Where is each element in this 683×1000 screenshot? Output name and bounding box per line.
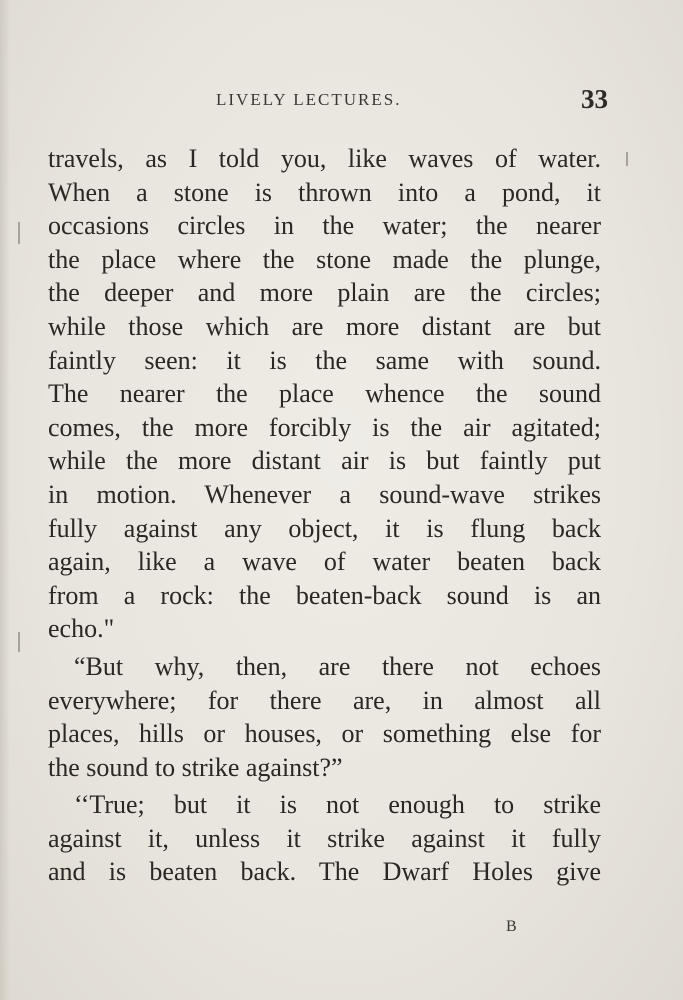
page-header bbox=[48, 84, 608, 118]
text-line: and is beaten back. The Dwarf Holes give bbox=[48, 857, 601, 887]
page-number: 33 bbox=[581, 84, 608, 114]
paragraph bbox=[48, 650, 601, 784]
body-text bbox=[48, 142, 601, 893]
text-line: When a stone is thrown into a pond, it bbox=[48, 177, 601, 207]
text-line: fully against any object, it is flung back bbox=[48, 513, 601, 543]
text-line: the deeper and more plain are the circles; bbox=[48, 278, 601, 308]
margin-mark bbox=[18, 632, 20, 652]
paragraph bbox=[48, 788, 601, 889]
text-line: “But why, then, are there not echoes bbox=[74, 651, 601, 681]
text-line: the place where the stone made the plunge, bbox=[48, 244, 601, 274]
text-line: everywhere; for there are, in almost all bbox=[48, 685, 601, 715]
text-line: in motion. Whenever a sound-wave strikes bbox=[48, 479, 601, 509]
text-line: the sound to strike against?” bbox=[48, 752, 343, 782]
text-line: comes, the more forcibly is the air agitated; bbox=[48, 412, 601, 442]
margin-mark bbox=[626, 152, 628, 166]
text-line: echo." bbox=[48, 614, 115, 644]
text-line: places, hills or houses, or something else for bbox=[48, 719, 601, 749]
text-line: from a rock: the beaten-back sound is an bbox=[48, 580, 601, 610]
text-line: travels, as I told you, like waves of water. bbox=[48, 144, 601, 173]
text-line: faintly seen: it is the same with sound. bbox=[48, 345, 601, 375]
text-line: while the more distant air is but faintly put bbox=[48, 446, 601, 476]
text-line: occasions circles in the water; the nearer bbox=[48, 211, 601, 241]
margin-mark bbox=[18, 222, 20, 244]
running-head: LIVELY LECTURES. bbox=[216, 90, 402, 109]
text-line: The nearer the place whence the sound bbox=[48, 379, 601, 409]
text-line: while those which are more distant are but bbox=[48, 311, 601, 341]
signature-mark: B bbox=[506, 918, 518, 935]
paragraph bbox=[48, 142, 601, 646]
text-line: against it, unless it strike against it fully bbox=[48, 823, 601, 853]
page-left-edge bbox=[0, 0, 10, 1000]
text-line: again, like a wave of water beaten back bbox=[48, 547, 601, 577]
text-line: ‘‘True; but it is not enough to strike bbox=[74, 790, 601, 820]
